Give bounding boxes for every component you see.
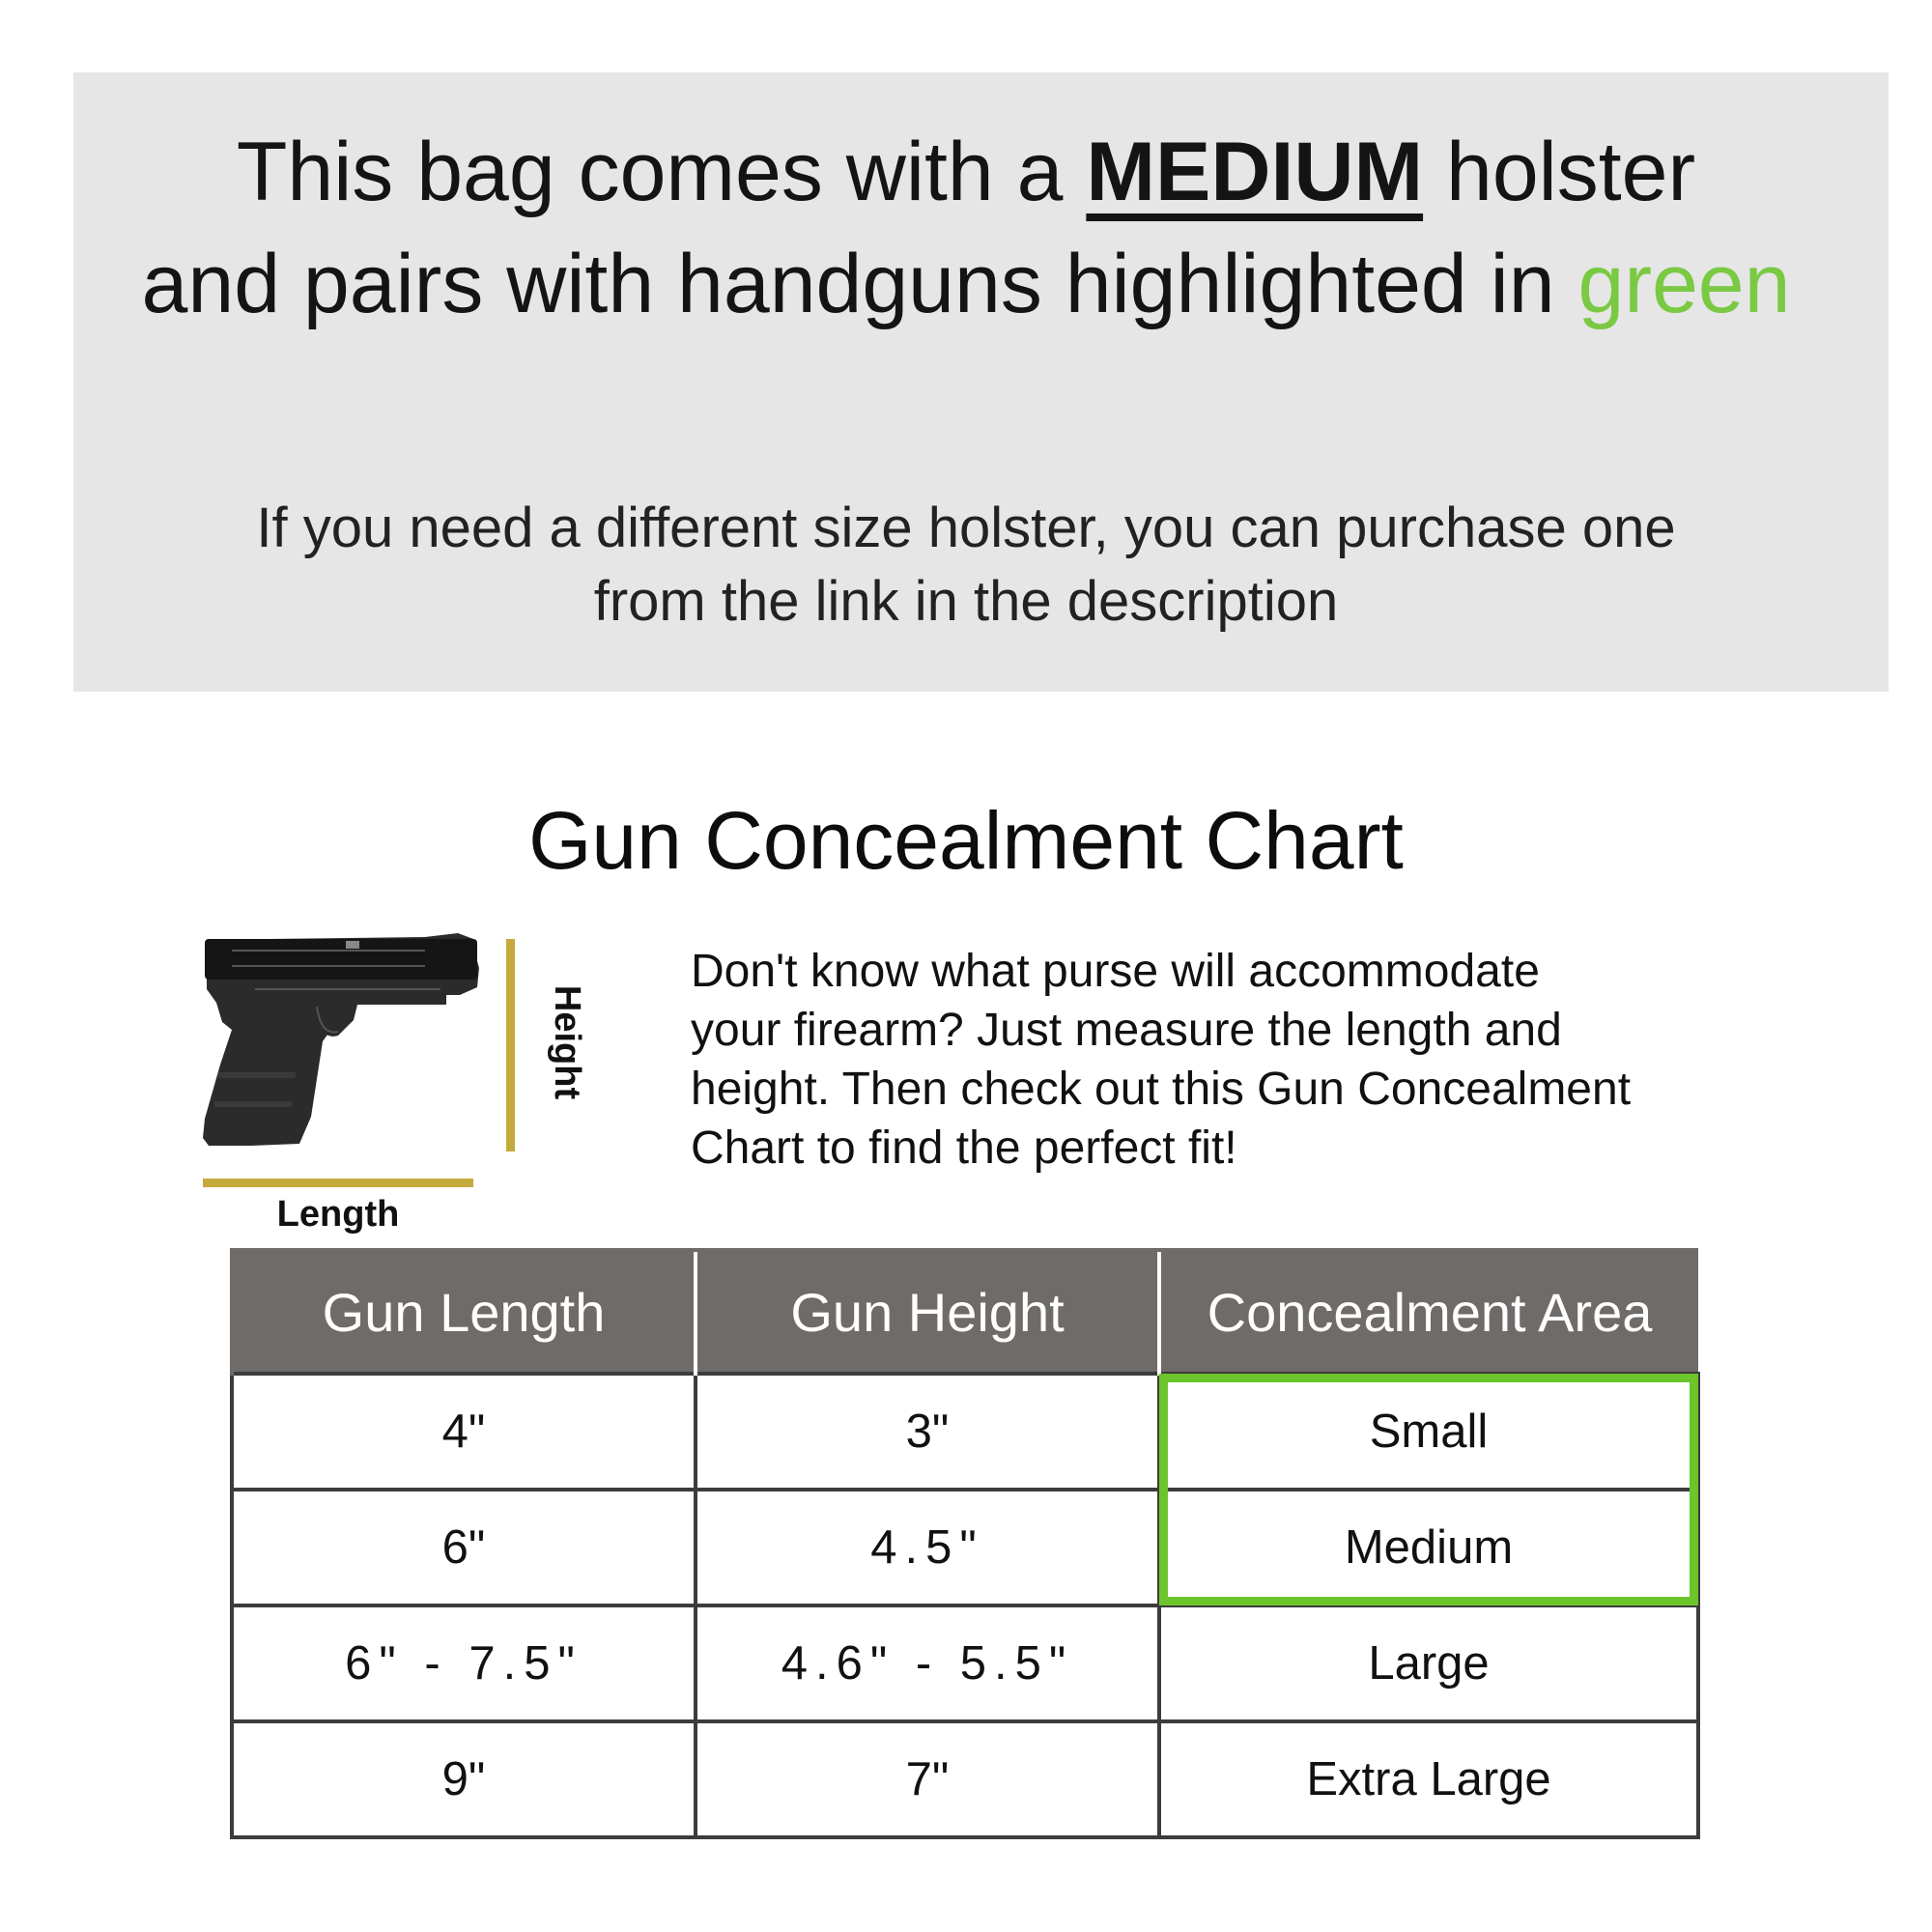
- table-row: [232, 1605, 1698, 1721]
- chart-description: [691, 942, 1753, 1178]
- cell-area: Extra Large: [1159, 1721, 1698, 1837]
- cell-height: 7": [696, 1721, 1159, 1837]
- table-row: [232, 1721, 1698, 1837]
- subtext-line-1: If you need a different size holster, you can purchase one: [256, 497, 1676, 559]
- length-label: Length: [276, 1194, 400, 1235]
- headline-text: This bag comes with a: [236, 126, 1064, 218]
- cell-length: 9": [232, 1721, 696, 1837]
- cell-height: 4.6" - 5.5": [696, 1605, 1159, 1721]
- concealment-table: [230, 1248, 1700, 1839]
- cell-length: 6" - 7.5": [232, 1605, 696, 1721]
- headline-line-2: [0, 230, 1932, 338]
- cell-area: Large: [1159, 1605, 1698, 1721]
- description-line: Don't know what purse will accommodate: [691, 946, 1540, 997]
- column-header-gun-height: Gun Height: [696, 1250, 1159, 1374]
- subtext-line-2: from the link in the description: [593, 570, 1339, 633]
- cell-height: 4.5": [696, 1490, 1159, 1605]
- description-line: Chart to find the perfect fit!: [691, 1122, 1237, 1174]
- headline-emphasis: MEDIUM: [1086, 126, 1424, 218]
- height-label: Height: [547, 984, 587, 1100]
- headline-line-1: [0, 118, 1932, 226]
- column-header-gun-length: Gun Length: [232, 1250, 696, 1374]
- length-measure-bar: [203, 1179, 473, 1187]
- cell-height: 3": [696, 1374, 1159, 1490]
- cell-area: Small: [1159, 1374, 1698, 1490]
- cell-length: 4": [232, 1374, 696, 1490]
- cell-length: 6": [232, 1490, 696, 1605]
- column-header-concealment-area: Concealment Area: [1159, 1250, 1698, 1374]
- chart-title: Gun Concealment Chart: [528, 795, 1404, 886]
- headline-green-word: green: [1577, 238, 1791, 330]
- table-row: [232, 1490, 1698, 1605]
- table-header-row: [232, 1250, 1698, 1374]
- description-line: your firearm? Just measure the length and: [691, 1005, 1562, 1056]
- headline-line2-text: and pairs with handguns highlighted in: [141, 238, 1555, 330]
- headline-text-end: holster: [1446, 126, 1696, 218]
- height-measure-bar: [506, 939, 515, 1151]
- description-line: height. Then check out this Gun Concealment: [691, 1064, 1632, 1115]
- table-row: [232, 1374, 1698, 1490]
- cell-area: Medium: [1159, 1490, 1698, 1605]
